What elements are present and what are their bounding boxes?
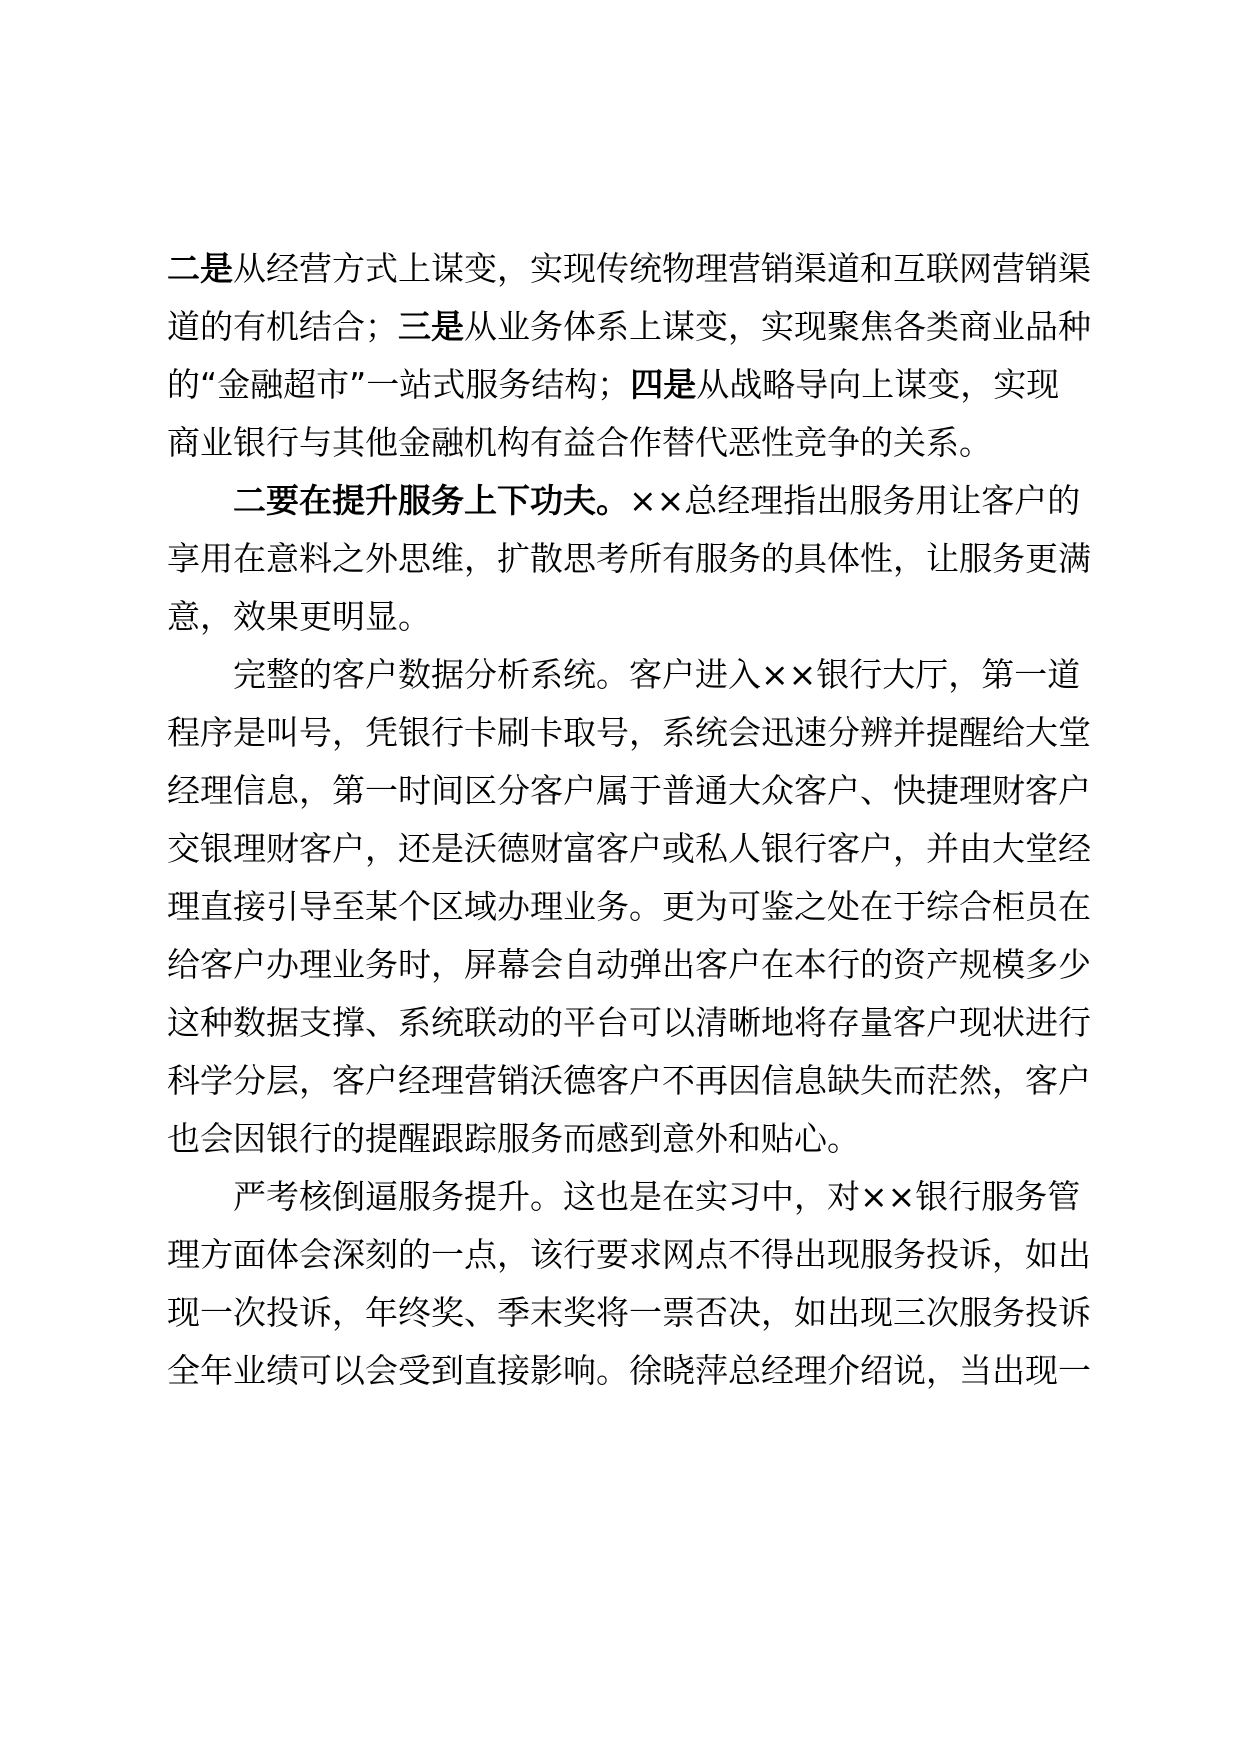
text-line: 理直接引导至某个区域办理业务。更为可鉴之处在于综合柜员在 (167, 887, 1091, 926)
text-run: 从战略导向上谋变，实现 (696, 365, 1060, 404)
text-run: ××总经理指出服务用让客户的 (629, 481, 1081, 520)
bold-lead: 二是 (167, 249, 233, 288)
text-line: 商业银行与其他金融机构有益合作替代恶性竞争的关系。 (167, 423, 992, 462)
text-line: 这种数据支撑、系统联动的平台可以清晰地将存量客户现状进行 (167, 1003, 1091, 1042)
text-line: 全年业绩可以会受到直接影响。徐晓萍总经理介绍说，当出现一 (167, 1351, 1091, 1390)
paragraph-start: 严考核倒逼服务提升。这也是在实习中，对××银行服务管 (233, 1177, 1081, 1216)
bold-lead: 四是 (630, 365, 697, 404)
text-run: 从经营方式上谋变，实现传统物理营销渠道和互联网营销渠 (233, 249, 1091, 288)
text-line: 程序是叫号，凭银行卡刷卡取号，系统会迅速分辨并提醒给大堂 (167, 713, 1091, 752)
text-run: 从业务体系上谋变，实现聚焦各类商业品种 (464, 307, 1091, 346)
text-line: 交银理财客户，还是沃德财富客户或私人银行客户，并由大堂经 (167, 829, 1091, 868)
section-heading-line (167, 469, 1107, 533)
text-line: 经理信息，第一时间区分客户属于普通大众客户、快捷理财客户 (167, 771, 1091, 810)
section-heading: 二要在提升服务上下功夫。 (233, 481, 629, 520)
text-line: 意，效果更明显。 (167, 597, 431, 636)
text-line: 现一次投诉，年终奖、季末奖将一票否决，如出现三次服务投诉 (167, 1293, 1091, 1332)
text-line (167, 353, 1107, 417)
text-line: 给客户办理业务时，屏幕会自动弹出客户在本行的资产规模多少 (167, 945, 1091, 984)
text-run: 的“金融超市”一站式服务结构； (167, 365, 631, 404)
paragraph-start: 完整的客户数据分析系统。客户进入××银行大厅，第一道 (233, 655, 1081, 694)
bold-lead: 三是 (398, 307, 464, 346)
text-line: 享用在意料之外思维，扩散思考所有服务的具体性，让服务更满 (167, 539, 1091, 578)
text-line (167, 237, 1107, 301)
text-run: 道的有机结合； (167, 307, 398, 346)
text-line: 理方面体会深刻的一点，该行要求网点不得出现服务投诉，如出 (167, 1235, 1091, 1274)
text-line: 也会因银行的提醒跟踪服务而感到意外和贴心。 (167, 1119, 860, 1158)
text-line (167, 295, 1107, 359)
text-line: 科学分层，客户经理营销沃德客户不再因信息缺失而茫然，客户 (167, 1061, 1091, 1100)
